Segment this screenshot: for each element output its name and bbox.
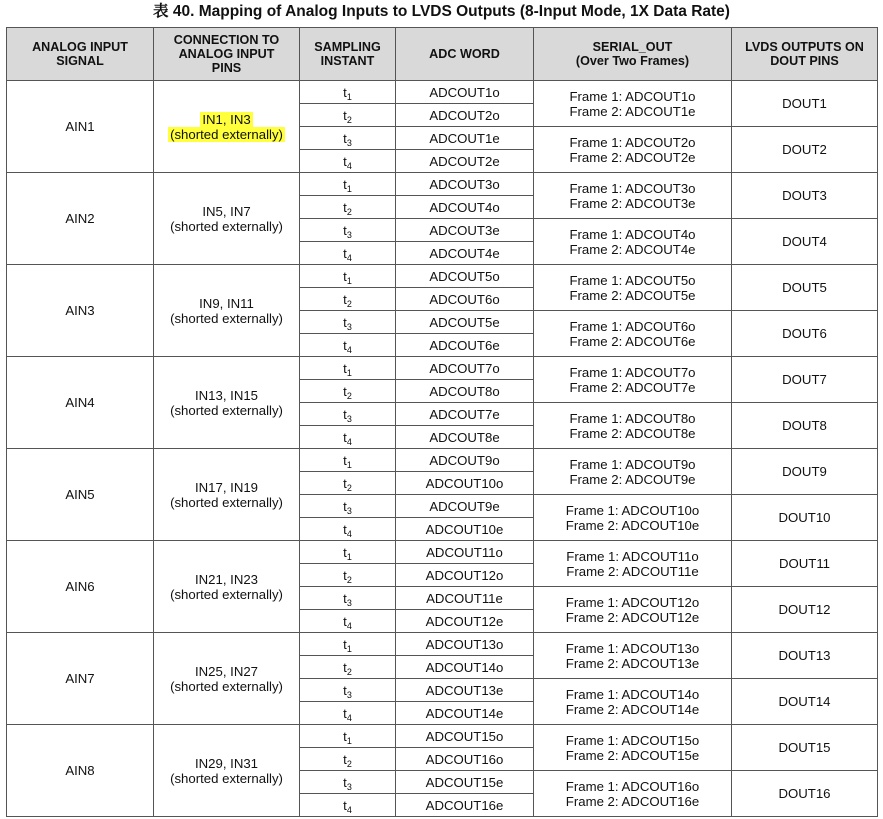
lvds-dout: DOUT10 xyxy=(778,510,831,525)
adc-word-cell xyxy=(396,173,534,196)
analog-input-signal-cell xyxy=(7,265,154,357)
serial-out-cell xyxy=(534,357,732,403)
sampling-instant-index: 4 xyxy=(346,712,352,723)
sampling-instant-label: t xyxy=(343,199,347,215)
table-row xyxy=(7,541,878,564)
sampling-instant-cell xyxy=(300,380,396,403)
table-row xyxy=(7,81,878,104)
sampling-instant-cell xyxy=(300,357,396,380)
sampling-instant-label: t xyxy=(343,544,347,560)
lvds-dout-cell xyxy=(732,679,878,725)
pins-note: (shorted externally) xyxy=(170,586,283,602)
analog-input-signal-cell xyxy=(7,633,154,725)
connection-pins-cell xyxy=(154,449,300,541)
serial-frame-2: Frame 2: ADCOUT12e xyxy=(565,609,700,625)
sampling-instant-label: t xyxy=(343,130,347,146)
sampling-instant-index: 2 xyxy=(346,114,352,125)
sampling-instant-cell xyxy=(300,173,396,196)
sampling-instant-index: 1 xyxy=(346,735,352,746)
table-row xyxy=(7,265,878,288)
lvds-dout-cell xyxy=(732,357,878,403)
adc-word: ADCOUT14e xyxy=(425,705,504,721)
pins-note: (shorted externally) xyxy=(170,402,283,418)
adc-word-cell xyxy=(396,449,534,472)
adc-word: ADCOUT14o xyxy=(425,659,504,675)
pins-note: (shorted externally) xyxy=(170,310,283,326)
analog-input-signal: AIN7 xyxy=(65,671,95,686)
sampling-instant-index: 3 xyxy=(346,781,352,792)
sampling-instant-index: 1 xyxy=(346,459,352,470)
analog-input-signal: AIN6 xyxy=(65,579,95,594)
sampling-instant-label: t xyxy=(343,383,347,399)
sampling-instant-cell xyxy=(300,610,396,633)
adc-word-cell xyxy=(396,748,534,771)
sampling-instant-index: 2 xyxy=(346,390,352,401)
sampling-instant-cell xyxy=(300,288,396,311)
header-serial-out: SERIAL_OUT (Over Two Frames) xyxy=(534,28,732,81)
adc-word: ADCOUT4e xyxy=(429,245,500,261)
lvds-dout: DOUT16 xyxy=(778,786,831,801)
sampling-instant-cell xyxy=(300,403,396,426)
adc-word-cell xyxy=(396,127,534,150)
sampling-instant-index: 3 xyxy=(346,505,352,516)
sampling-instant-index: 1 xyxy=(346,275,352,286)
serial-frame-1: Frame 1: ADCOUT4o xyxy=(569,226,696,242)
serial-frame-2: Frame 2: ADCOUT16e xyxy=(565,793,700,809)
sampling-instant-label: t xyxy=(343,659,347,675)
adc-word-cell xyxy=(396,288,534,311)
adc-word: ADCOUT9e xyxy=(429,498,500,514)
sampling-instant-cell xyxy=(300,426,396,449)
lvds-dout-cell xyxy=(732,81,878,127)
connection-pins-cell xyxy=(154,81,300,173)
sampling-instant-label: t xyxy=(343,774,347,790)
header-analog-input-signal: ANALOG INPUT SIGNAL xyxy=(7,28,154,81)
sampling-instant-cell xyxy=(300,725,396,748)
sampling-instant-cell xyxy=(300,219,396,242)
adc-word-cell xyxy=(396,81,534,104)
adc-word-cell xyxy=(396,380,534,403)
lvds-dout-cell xyxy=(732,725,878,771)
lvds-dout: DOUT3 xyxy=(782,188,827,203)
serial-frame-1: Frame 1: ADCOUT3o xyxy=(569,180,696,196)
adc-word-cell xyxy=(396,357,534,380)
serial-frame-2: Frame 2: ADCOUT7e xyxy=(569,379,696,395)
serial-frame-2: Frame 2: ADCOUT2e xyxy=(569,149,696,165)
adc-word: ADCOUT5e xyxy=(429,314,500,330)
sampling-instant-index: 2 xyxy=(346,758,352,769)
serial-out-cell xyxy=(534,173,732,219)
analog-input-signal-cell xyxy=(7,541,154,633)
adc-word: ADCOUT8o xyxy=(429,383,500,399)
sampling-instant-index: 1 xyxy=(346,367,352,378)
table-row xyxy=(7,449,878,472)
analog-input-signal: AIN2 xyxy=(65,211,95,226)
serial-frame-1: Frame 1: ADCOUT14o xyxy=(565,686,700,702)
sampling-instant-cell xyxy=(300,518,396,541)
adc-word: ADCOUT3o xyxy=(429,176,500,192)
serial-out-cell xyxy=(534,81,732,127)
lvds-dout: DOUT11 xyxy=(778,556,831,571)
analog-input-signal: AIN8 xyxy=(65,763,95,778)
adc-word-cell xyxy=(396,150,534,173)
analog-input-signal-cell xyxy=(7,449,154,541)
serial-out-cell xyxy=(534,265,732,311)
pins-label: IN21, IN23 xyxy=(194,571,259,587)
sampling-instant-cell xyxy=(300,265,396,288)
sampling-instant-label: t xyxy=(343,406,347,422)
serial-frame-1: Frame 1: ADCOUT7o xyxy=(569,364,696,380)
table-row xyxy=(7,357,878,380)
adc-word-cell xyxy=(396,426,534,449)
lvds-dout-cell xyxy=(732,449,878,495)
sampling-instant-label: t xyxy=(343,521,347,537)
serial-frame-1: Frame 1: ADCOUT8o xyxy=(569,410,696,426)
serial-frame-2: Frame 2: ADCOUT6e xyxy=(569,333,696,349)
sampling-instant-index: 4 xyxy=(346,160,352,171)
pins-note: (shorted externally) xyxy=(170,126,283,142)
lvds-dout-cell xyxy=(732,173,878,219)
lvds-dout-cell xyxy=(732,495,878,541)
serial-out-cell xyxy=(534,587,732,633)
header-sampling-instant: SAMPLING INSTANT xyxy=(300,28,396,81)
serial-frame-2: Frame 2: ADCOUT8e xyxy=(569,425,696,441)
header-adc-word: ADC WORD xyxy=(396,28,534,81)
adc-word-cell xyxy=(396,541,534,564)
sampling-instant-label: t xyxy=(343,176,347,192)
serial-frame-1: Frame 1: ADCOUT16o xyxy=(565,778,700,794)
pins-label: IN13, IN15 xyxy=(194,387,259,403)
sampling-instant-index: 4 xyxy=(346,344,352,355)
sampling-instant-cell xyxy=(300,104,396,127)
sampling-instant-label: t xyxy=(343,567,347,583)
serial-frame-1: Frame 1: ADCOUT13o xyxy=(565,640,700,656)
adc-word: ADCOUT8e xyxy=(429,429,500,445)
serial-out-cell xyxy=(534,679,732,725)
connection-pins-cell xyxy=(154,265,300,357)
sampling-instant-label: t xyxy=(343,636,347,652)
sampling-instant-label: t xyxy=(343,498,347,514)
adc-word-cell xyxy=(396,495,534,518)
lvds-dout: DOUT12 xyxy=(778,602,831,617)
serial-frame-2: Frame 2: ADCOUT1e xyxy=(569,103,696,119)
adc-word-cell xyxy=(396,219,534,242)
sampling-instant-cell xyxy=(300,127,396,150)
serial-out-cell xyxy=(534,219,732,265)
table-row xyxy=(7,633,878,656)
sampling-instant-index: 1 xyxy=(346,183,352,194)
adc-word: ADCOUT1o xyxy=(429,84,500,100)
sampling-instant-cell xyxy=(300,564,396,587)
sampling-instant-label: t xyxy=(343,590,347,606)
adc-word: ADCOUT6o xyxy=(429,291,500,307)
adc-word: ADCOUT16o xyxy=(425,751,504,767)
serial-frame-1: Frame 1: ADCOUT11o xyxy=(566,548,699,564)
adc-word: ADCOUT10e xyxy=(425,521,504,537)
adc-word: ADCOUT11e xyxy=(426,590,503,606)
serial-out-cell xyxy=(534,771,732,817)
sampling-instant-cell xyxy=(300,771,396,794)
header-connection-pins: CONNECTION TO ANALOG INPUT PINS xyxy=(154,28,300,81)
lvds-dout-cell xyxy=(732,265,878,311)
connection-pins-cell xyxy=(154,173,300,265)
sampling-instant-index: 2 xyxy=(346,482,352,493)
sampling-instant-cell xyxy=(300,587,396,610)
serial-frame-1: Frame 1: ADCOUT10o xyxy=(565,502,700,518)
lvds-dout: DOUT7 xyxy=(782,372,827,387)
sampling-instant-cell xyxy=(300,311,396,334)
sampling-instant-label: t xyxy=(343,337,347,353)
sampling-instant-cell xyxy=(300,334,396,357)
sampling-instant-index: 3 xyxy=(346,413,352,424)
sampling-instant-index: 4 xyxy=(346,804,352,815)
lvds-dout-cell xyxy=(732,403,878,449)
adc-word-cell xyxy=(396,794,534,817)
sampling-instant-label: t xyxy=(343,222,347,238)
adc-word-cell xyxy=(396,334,534,357)
adc-word: ADCOUT1e xyxy=(429,130,500,146)
serial-out-cell xyxy=(534,495,732,541)
sampling-instant-label: t xyxy=(343,797,347,813)
lvds-dout-cell xyxy=(732,771,878,817)
connection-pins-cell xyxy=(154,541,300,633)
adc-word-cell xyxy=(396,472,534,495)
analog-input-signal: AIN4 xyxy=(65,395,95,410)
pins-note: (shorted externally) xyxy=(170,494,283,510)
lvds-dout-cell xyxy=(732,587,878,633)
adc-word: ADCOUT12o xyxy=(425,567,504,583)
sampling-instant-label: t xyxy=(343,245,347,261)
sampling-instant-index: 3 xyxy=(346,689,352,700)
adc-word-cell xyxy=(396,656,534,679)
sampling-instant-cell xyxy=(300,702,396,725)
sampling-instant-cell xyxy=(300,449,396,472)
serial-out-cell xyxy=(534,633,732,679)
sampling-instant-cell xyxy=(300,633,396,656)
serial-frame-1: Frame 1: ADCOUT9o xyxy=(569,456,696,472)
lvds-dout: DOUT1 xyxy=(782,96,827,111)
lvds-dout-cell xyxy=(732,219,878,265)
serial-frame-2: Frame 2: ADCOUT15e xyxy=(565,747,700,763)
lvds-dout: DOUT8 xyxy=(782,418,827,433)
table-body xyxy=(7,81,878,817)
connection-pins-cell xyxy=(154,633,300,725)
adc-word-cell xyxy=(396,702,534,725)
sampling-instant-index: 2 xyxy=(346,298,352,309)
lvds-dout: DOUT15 xyxy=(778,740,831,755)
sampling-instant-index: 1 xyxy=(346,91,352,102)
connection-pins-cell xyxy=(154,725,300,817)
adc-word: ADCOUT2o xyxy=(429,107,500,123)
sampling-instant-label: t xyxy=(343,360,347,376)
header-row xyxy=(7,28,878,81)
adc-word-cell xyxy=(396,242,534,265)
analog-input-signal-cell xyxy=(7,725,154,817)
sampling-instant-cell xyxy=(300,81,396,104)
adc-word: ADCOUT7e xyxy=(429,406,500,422)
adc-word-cell xyxy=(396,679,534,702)
adc-word-cell xyxy=(396,725,534,748)
sampling-instant-index: 2 xyxy=(346,666,352,677)
serial-frame-1: Frame 1: ADCOUT6o xyxy=(569,318,696,334)
adc-word: ADCOUT13e xyxy=(425,682,504,698)
lvds-dout: DOUT2 xyxy=(782,142,827,157)
adc-word: ADCOUT9o xyxy=(429,452,500,468)
adc-word: ADCOUT6e xyxy=(429,337,500,353)
sampling-instant-index: 4 xyxy=(346,252,352,263)
sampling-instant-index: 2 xyxy=(346,206,352,217)
serial-out-cell xyxy=(534,127,732,173)
adc-word: ADCOUT12e xyxy=(425,613,504,629)
sampling-instant-cell xyxy=(300,495,396,518)
adc-word-cell xyxy=(396,633,534,656)
sampling-instant-cell xyxy=(300,656,396,679)
pins-label: IN29, IN31 xyxy=(194,755,259,771)
sampling-instant-label: t xyxy=(343,682,347,698)
sampling-instant-index: 4 xyxy=(346,528,352,539)
sampling-instant-index: 4 xyxy=(346,436,352,447)
adc-word: ADCOUT3e xyxy=(429,222,500,238)
lvds-dout-cell xyxy=(732,541,878,587)
sampling-instant-index: 3 xyxy=(346,137,352,148)
sampling-instant-cell xyxy=(300,472,396,495)
serial-out-cell xyxy=(534,403,732,449)
sampling-instant-index: 3 xyxy=(346,321,352,332)
analog-input-signal-cell xyxy=(7,357,154,449)
serial-frame-1: Frame 1: ADCOUT5o xyxy=(569,272,696,288)
sampling-instant-label: t xyxy=(343,475,347,491)
lvds-dout-cell xyxy=(732,127,878,173)
adc-word-cell xyxy=(396,771,534,794)
sampling-instant-index: 1 xyxy=(346,643,352,654)
serial-frame-2: Frame 2: ADCOUT14e xyxy=(565,701,700,717)
sampling-instant-index: 3 xyxy=(346,229,352,240)
sampling-instant-label: t xyxy=(343,268,347,284)
lvds-dout: DOUT9 xyxy=(782,464,827,479)
adc-word-cell xyxy=(396,587,534,610)
serial-frame-2: Frame 2: ADCOUT4e xyxy=(569,241,696,257)
adc-word: ADCOUT16e xyxy=(425,797,504,813)
sampling-instant-index: 3 xyxy=(346,597,352,608)
serial-frame-1: Frame 1: ADCOUT2o xyxy=(569,134,696,150)
sampling-instant-index: 1 xyxy=(346,551,352,562)
serial-frame-1: Frame 1: ADCOUT15o xyxy=(565,732,700,748)
sampling-instant-cell xyxy=(300,794,396,817)
adc-word: ADCOUT4o xyxy=(429,199,500,215)
serial-frame-2: Frame 2: ADCOUT11e xyxy=(566,563,699,579)
serial-frame-2: Frame 2: ADCOUT5e xyxy=(569,287,696,303)
lvds-dout: DOUT4 xyxy=(782,234,827,249)
adc-word-cell xyxy=(396,265,534,288)
sampling-instant-label: t xyxy=(343,291,347,307)
sampling-instant-cell xyxy=(300,541,396,564)
sampling-instant-cell xyxy=(300,196,396,219)
sampling-instant-label: t xyxy=(343,705,347,721)
serial-out-cell xyxy=(534,449,732,495)
sampling-instant-label: t xyxy=(343,452,347,468)
sampling-instant-cell xyxy=(300,748,396,771)
lvds-dout-cell xyxy=(732,633,878,679)
adc-word-cell xyxy=(396,403,534,426)
serial-frame-1: Frame 1: ADCOUT1o xyxy=(569,88,696,104)
sampling-instant-index: 4 xyxy=(346,620,352,631)
table-row xyxy=(7,725,878,748)
adc-word-cell xyxy=(396,610,534,633)
pins-label: IN17, IN19 xyxy=(194,479,259,495)
sampling-instant-label: t xyxy=(343,153,347,169)
serial-out-cell xyxy=(534,541,732,587)
pins-note: (shorted externally) xyxy=(170,218,283,234)
lvds-dout: DOUT5 xyxy=(782,280,827,295)
sampling-instant-label: t xyxy=(343,84,347,100)
mapping-table xyxy=(6,27,878,817)
table-title: 表 40. Mapping of Analog Inputs to LVDS Outputs (8-Input Mode, 1X Data Rate) xyxy=(153,3,730,20)
serial-frame-2: Frame 2: ADCOUT10e xyxy=(565,517,700,533)
sampling-instant-label: t xyxy=(343,613,347,629)
adc-word: ADCOUT2e xyxy=(429,153,500,169)
adc-word-cell xyxy=(396,564,534,587)
serial-frame-2: Frame 2: ADCOUT3e xyxy=(569,195,696,211)
pins-label: IN1, IN3 xyxy=(202,111,251,127)
analog-input-signal: AIN5 xyxy=(65,487,95,502)
serial-frame-2: Frame 2: ADCOUT9e xyxy=(569,471,696,487)
connection-pins-cell xyxy=(154,357,300,449)
sampling-instant-label: t xyxy=(343,728,347,744)
lvds-dout: DOUT13 xyxy=(778,648,831,663)
pins-label: IN9, IN11 xyxy=(199,295,254,311)
serial-out-cell xyxy=(534,311,732,357)
pins-label: IN25, IN27 xyxy=(194,663,259,679)
serial-frame-1: Frame 1: ADCOUT12o xyxy=(565,594,700,610)
lvds-dout-cell xyxy=(732,311,878,357)
sampling-instant-cell xyxy=(300,242,396,265)
lvds-dout: DOUT14 xyxy=(778,694,831,709)
sampling-instant-label: t xyxy=(343,751,347,767)
serial-out-cell xyxy=(534,725,732,771)
sampling-instant-label: t xyxy=(343,429,347,445)
sampling-instant-index: 2 xyxy=(346,574,352,585)
sampling-instant-label: t xyxy=(343,314,347,330)
analog-input-signal-cell xyxy=(7,173,154,265)
pins-note: (shorted externally) xyxy=(170,770,283,786)
pins-label: IN5, IN7 xyxy=(202,203,251,219)
pins-note: (shorted externally) xyxy=(170,678,283,694)
serial-frame-2: Frame 2: ADCOUT13e xyxy=(565,655,700,671)
adc-word-cell xyxy=(396,104,534,127)
lvds-dout: DOUT6 xyxy=(782,326,827,341)
table-row xyxy=(7,173,878,196)
analog-input-signal-cell xyxy=(7,81,154,173)
adc-word: ADCOUT11o xyxy=(426,544,503,560)
sampling-instant-cell xyxy=(300,679,396,702)
adc-word: ADCOUT10o xyxy=(425,475,504,491)
adc-word-cell xyxy=(396,196,534,219)
sampling-instant-label: t xyxy=(343,107,347,123)
adc-word: ADCOUT5o xyxy=(429,268,500,284)
adc-word: ADCOUT15e xyxy=(425,774,504,790)
sampling-instant-cell xyxy=(300,150,396,173)
analog-input-signal: AIN3 xyxy=(65,303,95,318)
header-lvds-outputs: LVDS OUTPUTS ON DOUT PINS xyxy=(732,28,878,81)
adc-word: ADCOUT13o xyxy=(425,636,504,652)
adc-word: ADCOUT7o xyxy=(429,360,500,376)
adc-word: ADCOUT15o xyxy=(425,728,504,744)
adc-word-cell xyxy=(396,311,534,334)
analog-input-signal: AIN1 xyxy=(65,119,95,134)
adc-word-cell xyxy=(396,518,534,541)
